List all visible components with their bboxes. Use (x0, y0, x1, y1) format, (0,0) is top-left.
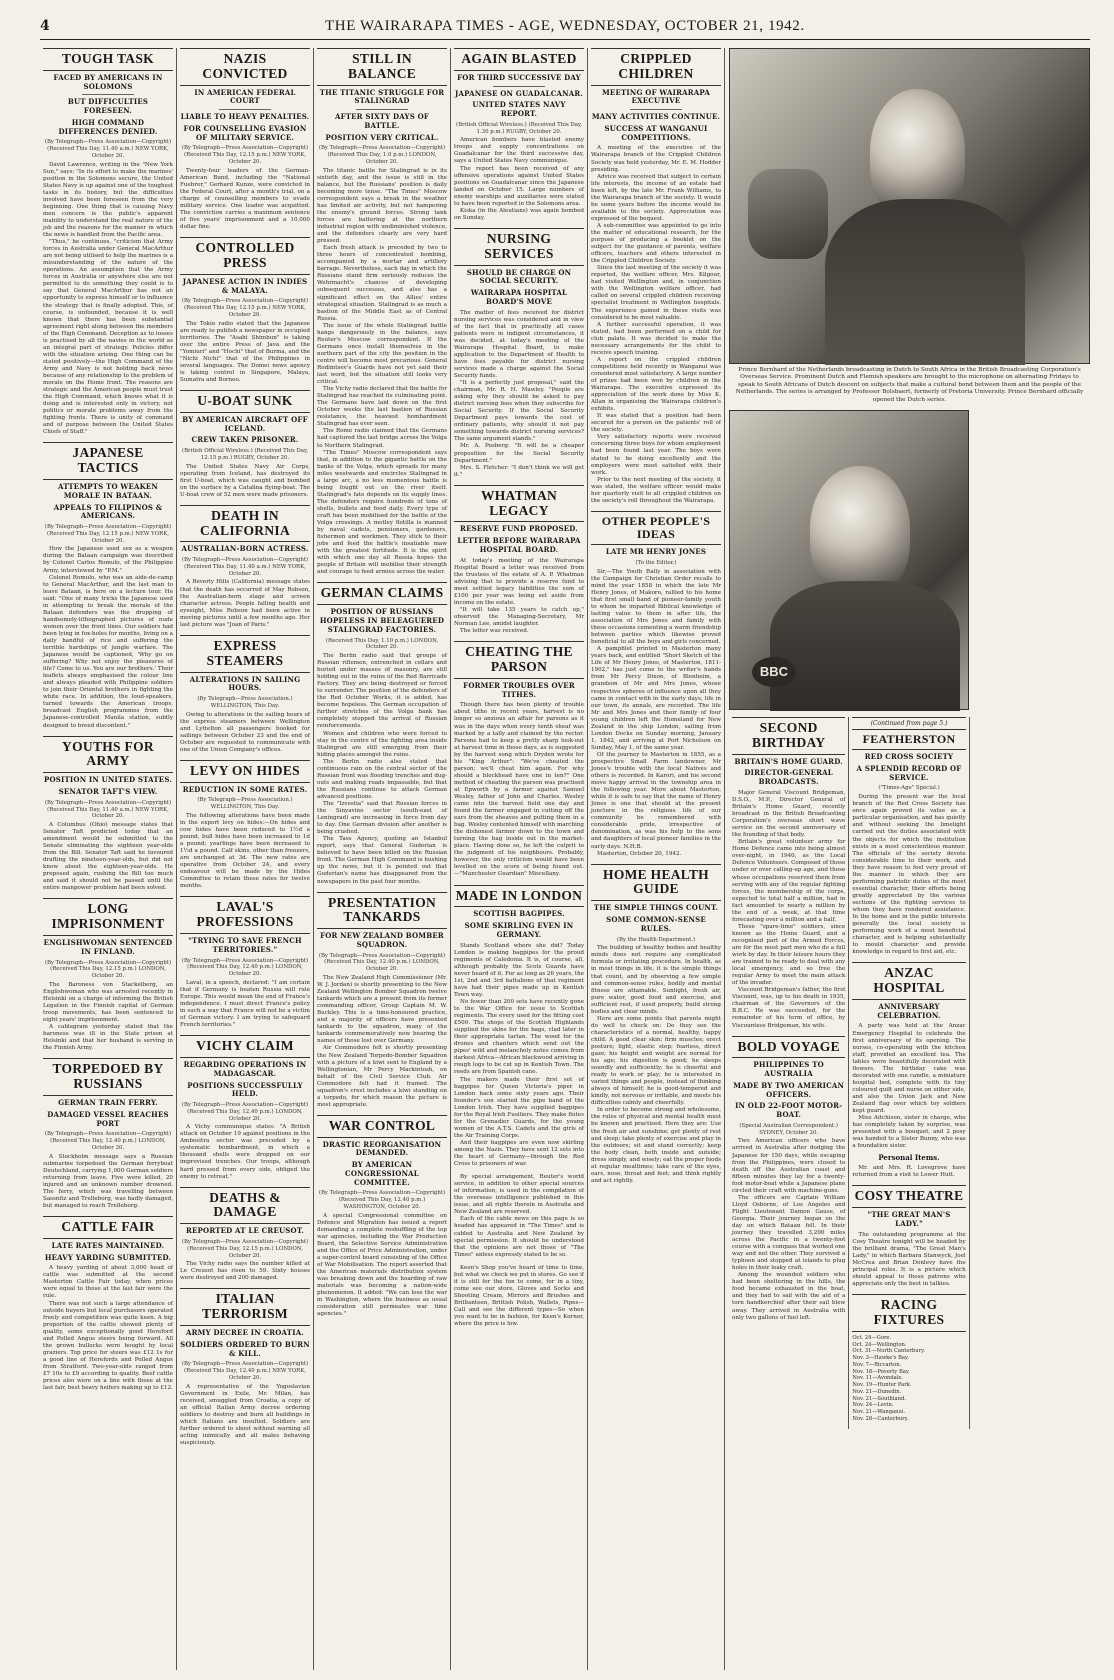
signature-line: Masterton, October 20, 1942. (597, 850, 682, 857)
byline: (By Telegraph—Press Association—Copyright) (Received This Day, 12.40 p.m.) LONDON, October 20. (318, 952, 446, 973)
photo-caption: Prince Bernhard of the Netherlands broadcasting in Dutch to South Africa in the British Broadcasting Corporation's Overseas Service. Prominent Dutch and Flemish speakers are brought to the microphone on alternating Fridays to speak to South Africans of Dutch descent on subjects that make a cultural bond between them and the people of the Netherlands. The series is arranged by Professor Bolsbaert, formerly of Pretoria University. Prince Bernhard officially opened the Dutch series. (735, 367, 1084, 403)
paragraph: "Thus," he continues, "criticism that Army forces in Australia under General MacArthur are not being utilised to help the marines is a misunderstanding of the nature of the operations. An assumption that the Army forces in Australia or anywhere else are not permitted to do something they could is to say that General MacArthur has not an opportunity to express himself or to influence the strategy that is finally adopted. This, of course, is unfounded, because it is well known that there has been substantial agreement right along between the members of the High Command. Deception as to losses is practised by all the navies in the world as an integral part of strategy. Policies differ with the situation arising. One thing can be stated positively—the High Command of the Army and Navy is not holding back news because of any relationship to the problem of morale on the Home front. The reasons are strategic and the American people must trust the High Command, which knows what it is doing and is interested only in victory, not politics or morale problems away from the fighting fronts. There is unity of command and of purpose between the United States Chiefs of Staff." (43, 239, 173, 436)
article-other-peoples-ideas (591, 511, 721, 858)
subhead: MADE BY TWO AMERICAN OFFICERS. (733, 1080, 845, 1099)
byline: (To the Editor.) (635, 559, 677, 566)
paragraph: No fewer than 200 sets have recently gone to the War Office for issue to Scottish regiments. The every used for the fitting cost £500. The shops of the Scottish Highlands supplied the skins for the bags, clad later in their appropriate tartan. The wood for the drones and chanters which send out the pipes' wild and melancholy notes comes from darkest Africa—African blackwood arriving in rough logs to be cut up in Kentish Town. The reeds are from Spanish cane. (454, 999, 584, 1076)
paragraph: The officers are Captain William Lloyd Osborne, of Los Angeles and Flight Lieutenant Damon Gause, of Georgia. Their journey began on the day on which Bataan fell. In their journey they travelled 3,200 miles across the Pacific in a twenty-foot course with a compass that worked one way and not the other. They survived a typhoon and stopped at islands to plug holes in their leaky craft. (732, 1194, 846, 1272)
subhead: "TRYING TO SAVE FRENCH TERRITORIES." (188, 936, 302, 954)
subhead: IN AMERICAN FEDERAL COURT (194, 87, 296, 106)
paragraph: The issue of the whole Stalingrad battle hangs dangerously in the balance, says Reuter's Moscow correspondent. If the Germans once install themselves in the northern part of the city the position in the centre will become most precarious. General Rodimtsev's Guards have not yet said their last word, but the situation still looks very critical. (317, 322, 447, 386)
paragraph: A meeting of the executive of the Wairarapa branch of the Crippled Children Society was held yesterday, Mr. E. M. Hodder presiding. (591, 145, 721, 173)
paragraph: How the Japanese used sex as a weapon during the Bataan campaign was described by Colonel Carlos Romulo, of the Philippine Army, interviewed by "P.M." (43, 546, 173, 574)
article-italian-terrorism (180, 1288, 310, 1447)
headline: VICHY CLAIM (180, 1035, 310, 1058)
headline: TOUGH TASK (43, 48, 173, 71)
article-levy-on-hides (180, 760, 310, 891)
paragraph: A Beverly Hills (California) message states that the death has occurred of May Robson, the Australian-born stage and screen character actress. People falling health and eyesight, Miss Robson had been active in moving pictures until a few months ago. Her last picture was "Joan of Paris." (180, 579, 310, 628)
article-cheating-the-parson (454, 641, 584, 878)
paragraph: A special Congressional committee on Defence and Migration has issued a report demanding a complete reshuffling of the top war agencies, including the War Production Board, the Selective Service Administration and the Office of Price Administration, under a super-control board consisting of the Office of War Mobilisation. The report asserted that the American materials distribution system was breaking down and the hoarding of raw materials was becoming a nation-wide phenomenon. It added: "We can lose the war in Washington, where the business as usual consideration still permeates war time agencies." (317, 1212, 447, 1318)
subhead: MANY ACTIVITIES CONTINUE. (591, 112, 721, 122)
paragraph: A party was held at the Anzac Emergency Hospital to celebrate the first anniversary of its opening. The nurses, co-operating with the kitchen staff, provided an excellent tea. The tables were beautifully decorated with flowers. The birthday cake was decorated with one candle, a miniature hospital bed, complete with its tiny coloured quilt and nurse on either side, and also the Union Jack and New Zealand flag over which toy soldiers kept guard. (852, 1023, 966, 1115)
subhead: LETTER BEFORE WAIRARAPA HOSPITAL BOARD. (457, 536, 581, 554)
paragraph: A Stockholm message says a Russian submarine torpedoed the German ferryboat Deutschland, carrying 1,000 German soldiers returning from leave. Five were killed, 20 injured and an unknown number drowned. The ferry, which was travelling between Sassnitz and Trelleborg, was badly damaged, but managed to reach Trelleborg. (43, 1153, 173, 1209)
subhead: IN OLD 22-FOOT MOTOR-BOAT. (735, 1101, 843, 1120)
paragraph: Though there has been plenty of trouble about tithe in recent years, harvest is no longer so anxious an affair for parsons as it was in the days when every tenth sheaf was marked by a tally and claimed by the rector. Parsons had to keep a pretty sharp look-out at harvest time in those days, as is suggested by the harvest song which Dryden wrote for his "King Arthur": "We've cheated the parson; we'll cheat him again. For why should a blockhead have one in ten?" One method of cheating the parson was practised at Epworth by a farmer against Samuel Wesley, father of John and Charles. Wesley came into the harvest field one day and found the farmer engaged in cutting off the ears from the sheaves and putting them in a bag. Wesley contented himself with marching the dishonest farmer down to the town and turning the bag inside out in the market-place. Having done so, he left the culprit to the judgment of his neighbours. Probably, however, the only criticism would have been levelled on the score of being found out.—"Manchester Guardian" Miscellany. (454, 702, 584, 878)
column-photo-block (725, 48, 1090, 1670)
fixture-item: Nov. 7—Riccarton. (852, 1361, 902, 1368)
paragraph: A further successful operation, it was stated, had been performed on a child for club palate. It was decided to make the necessary arrangements for the child to receive speech training. (591, 321, 721, 356)
subhead: SHOULD BE CHARGE ON SOCIAL SECURITY. (466, 267, 572, 286)
paragraph: American bombers have blasted enemy troops and supply concentrations on Guadalcanar for the third successive day, says a United States Navy communique. (454, 137, 584, 165)
article-home-health-guide (591, 864, 721, 1185)
paragraph: The United States Navy Air Corps, operating from Iceland, has destroyed its first U-boat, which was caught and bombed on the surface by a Catalina flying-boat. The U-boat crew of 52 men were made prisoners. (180, 463, 310, 498)
column-3 (314, 48, 451, 1670)
subhead: DAMAGED VESSEL REACHES PORT (47, 1109, 169, 1128)
page-number: 4 (40, 18, 50, 34)
headline: ANZAC HOSPITAL (852, 962, 965, 1000)
fixture-item: Nov. 21—Dunedin. (852, 1388, 902, 1395)
headline: JAPANESE TACTICS (43, 442, 173, 480)
subhead: DRASTIC REORGANISATION DEMANDED. (322, 1139, 442, 1158)
subhead: SOME SKIRLING EVEN IN GERMANY. (464, 921, 574, 939)
paragraph: And their bagpipes are even now skirling among the Nazis. They have sent 12 sets into the heart of Germany—through the Red Cross to prisoners of war. (454, 1139, 584, 1168)
paragraph: Advice was received that subject to certain life interests, the income of an estate had been left, by the late Mr. Frank Williams, to the Wairarapa branch of the society. It would be some years before the income would be available to the society. Appreciation was expressed of the bequest. (591, 173, 721, 222)
byline: (By Telegraph—Press Association—Copyright) (Received This Day, 12.15 p.m.) NEW YORK, October 20. (44, 524, 172, 544)
article-u-boat-sunk (180, 390, 310, 499)
byline: ("Times-Age" Special.) (878, 785, 940, 792)
article-crippled-children (591, 48, 721, 505)
paragraph: Of the journey to Masterton in 1855, as a prospective Small Farm landowner, Mr Jones's trouble with the local Natives and others is recorded. In Karori, and his second move happy arrival in the township area in the following year. More about Masterton, while it is safe to say that the name of Henry Jones is one that should at the present juncture in the religious life of our community be remembered with considerable pride, irrespective of denomination, as was his help to the sons and daughters of local pioneer families in the early days. N.H.B. (591, 751, 721, 850)
paragraph: Laval, in a speech, declared: "I am certain that if Germany is beaten Russia will rule Europe. This would mean the end of France's independence. I must direct France's policy in such a way that France will not be a victim of German victory. I am trying to safeguard French territories." (180, 979, 310, 1029)
fixture-item: Nov. 18—Poverty Bay. (852, 1368, 910, 1375)
paragraph: The New Zealand High Commissioner (Mr. W. J. Jordan) is shortly presenting to the New Zealand Wellington Bomber Squadron twelve tankards which are a present from its former commanding officer, Group Captain M. W. Buckley. This is a time-honoured practice, and a majority of officers have presented tankards to the squadron, many of the tankards commemoratively now bearing the names of those lost over Germany. (317, 974, 447, 1045)
paragraph: The building of healthy bodies and healthy minds does not require any complicated formula or irritating procedure. In health, as in most things in life, it is the simple things that count, and by observing a few simple and common-sense rules, bodily and mental fitness are attainable. Sunlight, fresh air, pure water, good food and exercise, and sufficient rest, if used properly, build strong bodies and clear minds. (591, 945, 721, 1015)
paragraph: Miss Aitchison, sister in charge, who has completely taken by surprise, was presented with a bouquet, and 2 posy was handed to a Sister Bunny, who was a foundation sister. (852, 1115, 966, 1150)
section-label: Personal Items. (878, 1153, 940, 1163)
article-anzac-hospital (852, 962, 965, 1179)
fixture-item: Oct. 24—Gore. (852, 1334, 892, 1341)
paragraph: It was stated that a position had been secured for a person on the patients' roll of the society. (591, 413, 721, 434)
subhead: ALTERATIONS IN SAILING HOURS. (189, 674, 301, 693)
paragraph: A report on the crippled children competitions held recently in Wanganui was considered most satisfactory. A large number of prizes had been won by children in the Wairarapa. The executive expressed its appreciation of the work done by Miss K. Allan in organising the Wairarapa children's exhibits. (591, 356, 721, 413)
subhead: SOME COMMON-SENSE RULES. (606, 915, 706, 933)
article-controlled-press (180, 237, 310, 384)
article-cattle-fair (43, 1216, 173, 1392)
fixture-item: Nov. 21—Southland. (852, 1395, 906, 1402)
subhead: ANNIVERSARY CELEBRATION. (877, 1001, 941, 1020)
headline: MADE IN LONDON (454, 885, 584, 908)
article-death-in-california (180, 505, 310, 629)
headline: CRIPPLED CHILDREN (591, 48, 721, 86)
headline: CATTLE FAIR (43, 1216, 173, 1239)
article-made-in-london (454, 885, 584, 1169)
continued-note: (Continued from page 5.) (852, 717, 965, 729)
paragraph: The Vichy radio says the number killed at Le Creusot has risen to 59. Sixty houses were destroyed and 200 damaged. (180, 1261, 310, 1282)
subhead: FORMER TROUBLES OVER TITHES. (463, 680, 575, 699)
headline: NAZIS CONVICTED (180, 48, 310, 86)
headline: LONG IMPRISONMENT (43, 898, 173, 936)
article-cosy-theatre (852, 1185, 965, 1288)
paragraph: A heavy yarding of about 3,000 head of cattle was submitted at the second Masterton Cattle Fair today, when prices were equal to those at the last fair were the rule. (43, 1265, 173, 1300)
byline: (British Official Wireless.) (Received This Day, 12.15 p.m.) RUGBY, October 20. (181, 448, 309, 461)
paragraph: Owing to alterations in the sailing hours of the express steamers between Wellington and Lyttelton all passengers booked for sailings between October 23 and the end of October are requested to communicate with one of the Union Company's offices. (180, 711, 310, 753)
article-youths-for-army (43, 736, 173, 893)
column-2 (177, 48, 314, 1670)
subhead: REGARDING OPERATIONS IN MADAGASCAR. (183, 1060, 307, 1078)
headline: OTHER PEOPLE'S IDEAS (591, 511, 721, 545)
column-6 (729, 717, 849, 1429)
subhead: JAPANESE ACTION IN INDIES & MALAYA. (182, 276, 308, 295)
headline: DEATHS & DAMAGE (180, 1187, 310, 1225)
headline: DEATH IN CALIFORNIA (180, 505, 310, 543)
byline: (By Telegraph—Press Association—Copyright) (Received This Day, 12.40 p.m.) LONDON, October 20. (181, 1102, 309, 1122)
subhead: ENGLISHWOMAN SENTENCED IN FINLAND. (43, 938, 173, 956)
paragraph: The letter was received. (460, 628, 529, 635)
paragraph: A Columbus (Ohio) message states that Senator Taft predicted today that an amendment would be submitted to the Senate eliminating the eighteen year-olds from the Bill. Senator Taft said he favoured drafting the nineteen-year-olds, but did not know about the eighteen-year-olds. He proposed again, rushing the Bill too much and said it should not be passed until the entire manpower problem had been solved. (43, 822, 173, 892)
man-at-microphone-photo (729, 48, 1090, 364)
article-war-control (317, 1115, 447, 1319)
paragraph: These "spare-time" soldiers, since known as the Home Guard, and a recognised part of the Armed Forces, are for the most part men who do a full work by day. In their leisure hours they are trained to be ready to deal with any local emergency, and so free the regular Army to meet the main attack of the invader. (732, 923, 846, 987)
bbc-microphone-label: BBC (752, 657, 796, 687)
headline: U-BOAT SUNK (180, 390, 310, 413)
article-whatman-legacy (454, 485, 584, 635)
paragraph: "It is a perfectly just proposal," said the chairman, Mr. R. H. Mawley. "People are asking why they should be asked to pay district nursing fees when they subscribe for Social Security. If the Social Security Department pays towards the cost of ordinary patients, why should it not pay something towards district nursing services? The same argument stands." (454, 380, 584, 443)
paragraph: The makers made their first set of bagpipes for Queen Victoria's piper in London back some sixty years ago. Their founder's son started the pipe band of the London Irish. They have supplied bagpipes for the Royal Irish Fusiliers. They make flutes for the Grenadier Guards, for the young women of the A.T.S. Cadets and the girls of the Air Training Corps. (454, 1076, 584, 1139)
paragraph: The report has been received of any offensive operations against United States positions on Guadalcanar since the Japanese landed on October 15. Large numbers of enemy warships and auxiliaries were stated to have been reported in the Solomons area. (454, 165, 584, 207)
headline: TORPEDOED BY RUSSIANS (43, 1058, 173, 1096)
paragraph: The Berlin radio said that groups of Russian riflemen, entrenched in cellars and buried under masses of masonry, are still holding out in the ruins of the Red Barricade Factory. They are being destroyed or forced to surrender. The position of the defenders of the Red October Works, it is added, has become hopeless. The German occupation of further stretches of the Volga bank has completely stopped the arrival of Russian reinforcements. (317, 653, 447, 730)
paragraph: Mr. A. Posberg: "It will be a cheaper proposition for the Social Security Department." (454, 443, 584, 464)
subhead: BY AMERICAN AIRCRAFT OFF ICELAND. (182, 414, 308, 433)
headline: BOLD VOYAGE (732, 1036, 845, 1059)
headline: SECOND BIRTHDAY (732, 717, 845, 755)
paragraph: The Baroness von Stackelberg, an Englishwoman who was arrested recently in Helsinki on a charge of informing the British Legation in the Finnish capital of German troop movements, has been sentenced to eight years' imprisonment. (43, 981, 173, 1024)
headline: NURSING SERVICES (454, 228, 584, 266)
article-long-imprisonment (43, 898, 173, 1052)
subhead: ARMY DECREE IN CROATIA. (186, 1328, 304, 1338)
byline: (British Official Wireless.) (Received This Day, 1.30 p.m.) RUGBY, October 20. (455, 121, 583, 135)
subhead: AFTER SIXTY DAYS OF BATTLE. (334, 112, 430, 130)
subhead: HIGH COMMAND DIFFERENCES DENIED. (58, 117, 158, 136)
headline: LEVY ON HIDES (180, 760, 310, 783)
headline: GERMAN CLAIMS (317, 582, 447, 605)
article-japanese-tactics (43, 442, 173, 729)
fixture-item: Nov. 28—Canterbury. (852, 1415, 909, 1422)
headline: FEATHERSTON (852, 729, 965, 750)
headline: RACING FIXTURES (852, 1294, 965, 1332)
subhead: APPEALS TO FILIPINOS & AMERICANS. (53, 502, 163, 521)
paragraph: The outstanding programme at the Cosy Theatre tonight will be headed by the brilliant drama, "The Great Man's Lady," in which Barbara Stanwyck, Joel McCrea and Brian Donlevy have the principal roles. It is a picture which should appeal to those patrons who appreciate only the best in talkies. (852, 1231, 966, 1288)
article-deaths-damage (180, 1187, 310, 1283)
headline: HOME HEALTH GUIDE (591, 864, 721, 902)
column-5 (588, 48, 725, 1670)
paragraph: Very satisfactory reports were received concerning three boys for whom employment had been found last year. The boys were stated to be doing excellently and the employers were most satisfied with their work. (591, 434, 721, 476)
subhead: FOR COUNSELLING EVASION OF MILITARY SERVICE. (183, 123, 307, 142)
paragraph: A pamphlet printed in Masterton many years back, and entitled "Short Sketch of the Life of Mr Henry Jones, of Masterton, 1811-1902," has just come to the writer's hands from Mr Percy Dixon, of Blenheim, a grandson of Mr and Mrs Jones, whose respective spheres of influence upon all they came in contact with in the early days, life in our town, its annals, are recorded. The life Mr and Mrs Jones and their family of four young children left the Homeland for New Zealand in the ship London, sailing from London Docks on Sunday morning, January 1, 1842, and arriving at Port Nicholson on Sunday, May 1, of the same year. (591, 646, 721, 751)
headline: CHEATING THE PARSON (454, 641, 584, 679)
paragraph: David Lawrence, writing in the "New York Sun," says: "In its effort to make the marines' position in the Solomons secure, the United States Navy is up against one of the toughest tasks in its history, but the difficulties involved have been foreseen from the very beginning. One thing that is causing Navy men concern is the public's apparent inability to understand the real nature of the job and the reasons for the manner in which the news is handled from the Pacific area. (43, 161, 173, 239)
subhead: JAPANESE ON GUADALCANAR. (454, 88, 584, 98)
byline: (By Telegraph—Press Association—Copyright) (Received This Day, 12.40 p.m.) LONDON, October 20. (44, 1131, 172, 1151)
byline: (By Telegraph—Press Association—Copyright) (Received This Day, 11.40 a.m.) NEW YORK, October 20. (44, 139, 172, 159)
byline: (By Telegraph—Press Association—Copyright) (Received This Day, 12.15 p.m.) LONDON, October 20. (44, 959, 172, 980)
paragraph: Major General Viscount Bridgeman, D.S.O., M.P., Director General of Britain's Home Guard, recently broadcast in the British Broadcasting Corporation's overseas short wave service on the second anniversary of the founding of that body. (732, 789, 846, 839)
subhead: ATTEMPTS TO WEAKEN MORALE IN BATAAN. (57, 482, 159, 500)
subhead: PHILIPPINES TO AUSTRALIA (753, 1060, 824, 1079)
headline: ITALIAN TERRORISM (180, 1288, 310, 1326)
column-1 (40, 48, 177, 1670)
paragraph: A representative of the Yugoslavian Government in Exile, Mr. Milan, has received, smuggled from Croatia, a copy of an official Italian Army decree ordering soldiers to destroy and burn all buildings in which Italians are insulted. Soldiers are further ordered to shoot without warning all acting inimically and all males behaving suspiciously. (180, 1383, 310, 1447)
fixture-item: Nov. 3—Hawke's Bay. (852, 1355, 909, 1362)
fixture-item: Oct. 24—Wellington. (852, 1341, 907, 1348)
byline: (By Telegraph—Press Association.) WELLINGTON, This Day. (197, 696, 293, 709)
subhead: RESERVE FUND PROPOSED. (460, 524, 578, 534)
subhead: DIRECTOR-GENERAL BROADCASTS. (744, 768, 833, 787)
byline: (By Telegraph—Press Association—Copyright) (Received This Day, 12.15 p.m.) LONDON, October 20. (181, 1239, 309, 1259)
byline: (Special Australian Correspondent.) SYDNEY, October 20. (739, 1122, 838, 1136)
headline: EXPRESS STEAMERS (180, 635, 310, 673)
subhead: REPORTED AT LE CREUSOT. (186, 1226, 304, 1236)
man-with-bbc-microphone-photo (729, 410, 969, 710)
paragraph: The matter of fees received for district nursing services was considered and in view of the fact that in practically all cases patients were in indigent circumstances, it was decided, at today's meeting of the Wairarapa Hospital Board, to make application to the Department of Health to have fees payable for district nursing services made a charge against the Social Security funds. (454, 309, 584, 380)
article-lavals-professions (180, 896, 310, 1029)
headline: AGAIN BLASTED (454, 48, 584, 71)
subhead: REDUCTION IN SOME RATES. (182, 784, 308, 794)
paragraph: The Tass Agency, quoting an Istanbul report, says that General Guderian is believed to have been killed on the Russian front. The German High Command is hushing up the news, but it is pointed out that Guderian's name has disappeared from the newspapers in the past four months. (317, 836, 447, 885)
advert-keens-shop (454, 1265, 584, 1328)
headline: YOUTHS FOR ARMY (43, 736, 173, 774)
headline: STILL IN BALANCE (317, 48, 447, 86)
paragraph: A Vichy communique states: "A British attack on October 19 against positions in the Ambositra sector was preceded by a systematic bombardment, in which a thousand shells were dropped on our improvised trenches. Our troops, although hard pressed from every side, obliged the enemy to retreat." (180, 1124, 310, 1180)
paragraph: Here are some points that parents might do well to check on: Do they see the characteristics of a normal, healthy, happy child. A good clear skin; firm muscles; erect posture; light, elastic step; fearless, direct gaze; his height and weight are normal for his age; his digestion is good; he sleeps soundly and sufficiently; he is cheerful and ready to work or play; he is interested in varied things and people, instead of thinking always of himself; he is good-tempered and kindly, not nervous or irritable, and meets his difficulties calmly and cheerfully. (591, 1015, 721, 1107)
fixture-item: Nov. 24—Levin. (852, 1402, 894, 1409)
paragraph: Air Commodore felt is shortly presenting the New Zealand Torpedo-Bomber Squadron with a picture of a kiwi sent to England by a Wellingtonian, Mr Percy Mackintosh, on behalf of the Civil Service Club. Air Commodore felt had it framed. The squadron's crest includes a kiwi standing on a torpedo, for which reason the picture is most appropriate. (317, 1045, 447, 1108)
article-again-blasted (454, 48, 584, 222)
subhead: BY AMERICAN CONGRESSIONAL COMMITTEE. (345, 1160, 419, 1187)
paragraph: Mrs. S. Fletcher: "I don't think we will get it." (454, 464, 584, 478)
paragraph: The following alterations have been made in the export levy on hides:—On hides and cow hides have been reduced to 1½d a pound, bull hides have been increased to 1d a pound; yearlings have been increased to 1½d a pound. Calf skins, other than freezers, are unchanged at 3d. The new rates are operative from October 24, and every endeavour will be made by the Hides Committee to retain these rates for twelve months. (180, 812, 310, 890)
article-german-claims (317, 582, 447, 885)
article-express-steamers (180, 635, 310, 754)
byline: (By Telegraph—Press Association—Copyright) (Received This Day, 12.15 p.m.) NEW YORK, October 20. (181, 145, 309, 165)
paragraph: Viscount Bridgeman's father, the first Viscount, was, up to his death in 1935, chairman of the Governors of the B.B.C. He was succeeded, for the remainder of his term of office, by Viscountess Bridgeman, his wife. (732, 987, 846, 1029)
article-racing-fixtures (852, 1294, 965, 1422)
paragraph: A sub-committee was appointed to go into the matter of educational research, for the purpose of producing a booklet on the subject for the guidance of parents, welfare officers, teachers and others interested in the Crippled Children Society. (591, 222, 721, 265)
byline: (By Telegraph—Press Association—Copyright) (Received This Day, 1.0 p.m.) LONDON, October 20. (318, 145, 446, 165)
subhead: THE TITANIC STRUGGLE FOR STALINGRAD (319, 87, 445, 106)
paragraph: The Tokio radio stated that the Japanese are ready to publish a newspaper in occupied territories. The "Asahi Shimbun" is taking over the entire Press of Java and the "Yomiuri" and "Hochi" that of Burma, and the "Nichi Nichi" that of the Philippines in several languages. The Domei news agency is taking control in Singapore, Malaya, Sumatra and Borneo. (180, 320, 310, 383)
paragraph: The Rome radio claimed that the Germans had captured the last bridge across the Volga to Northern Stalingrad. (317, 428, 447, 449)
paragraph: Britain's great volunteer army for Home Defence came into being almost over-night, in 1940, as the Local Defence Volunteers. Composed of those under or over calling-up age, and those whose occupations reserved them from serving with any of the regular fighting forces, the membership of the corps, expected to total half a million, had in fact amounted to nearly a million by the end of a week, at that time forecasting over a million and a half. (732, 839, 846, 923)
byline: (By the Health Department.) (616, 936, 696, 943)
subhead: FOR THIRD SUCCESSIVE DAY (457, 72, 581, 82)
subhead: HEAVY YARDING SUBMITTED. (44, 1252, 172, 1262)
paragraph: Mr. and Mrs. R. Lovegrove have returned from a visit to Lower Hutt. (852, 1165, 966, 1179)
subhead: GERMAN TRAIN FERRY. (58, 1098, 158, 1108)
columns (40, 48, 1090, 1670)
paragraph: Women and children who were forced to stay in the centre of the fighting area inside Stalingrad are still emerging from their hiding places amongst the ruins. (317, 730, 447, 758)
article-presentation-tankards (317, 892, 447, 1109)
subhead: FOR NEW ZEALAND BOMBER SQUADRON. (320, 931, 444, 949)
article-nazis-convicted (180, 48, 310, 231)
paragraph: "The Times" Moscow correspondent says that, in addition to the gigantic battle on the banks of the Volga, which spreads for many miles westwards and encircles Stalingrad in a large arc, a no less momentous battle is being fought out on the river itself. Stalingrad's fate depends on its supply lines. The defenders require hundreds of tons of shells, bullets and food daily. Every type of craft has been mobilised for the battle of the Volga crossings. A motley flotilla is manned by naval cadets, pensioners, gardeners, fishermen and workmen. They stick to their jobs and feed the battle's insatiable maw with the greatest fortitude. It is the spirit with which one day all Russia hopes the people of Britain will mobilise their strength and courage to feed armies across the water. (317, 449, 447, 576)
subhead: POSITION OF RUSSIANS HOPELESS IN BELEAGUERED STALINGRAD FACTORIES. (319, 607, 445, 634)
headline: LAVAL'S PROFESSIONS (180, 896, 310, 934)
paragraph: Sir,—The Youth Rally in association with the Campaign for Christian Order recalls to mind the year 1858 in which the late Mr Henry Jones, of Makoro, rallied to his home that first small band of pioneer-family youth to whom he imparted Biblical knowledge of lasting value to them in after life, the association of Mrs Jones and family with these occasions cementing a warm friendship between parties which likewise proved beneficial to all the boys and girls concerned. (591, 568, 721, 646)
paragraph: Since the last meeting of the society it was reported, the welfare officer, Mrs. Kilgour, had visited Wellington and, in conjunction with the Wellington welfare officer, had called on several crippled children receiving specialist treatment in Wellington hospitals. The experience gained in these visits was considered to be most valuable. (591, 265, 721, 321)
subhead: SUCCESS AT WANGANUI COMPETITIONS. (604, 123, 708, 142)
byline: (By Telegraph—Press Association—Copyright) (Received This Day, 11.40 a.m.) NEW YORK, October 20. (44, 799, 172, 820)
article-featherston (852, 729, 965, 956)
newspaper-title: THE WAIRARAPA TIMES - AGE, WEDNESDAY, OCTOBER 21, 1942. (325, 18, 805, 34)
subhead: BUT DIFFICULTIES FORESEEN. (67, 97, 149, 116)
fixture-item: Nov. 19—Hunter Park. (852, 1382, 912, 1389)
subhead: SOLDIERS ORDERED TO BURN & KILL. (180, 1339, 310, 1358)
paragraph: Among the wounded soldiers who had been sheltering in the hills, the food became exhausted in the boat, and they had to sail with the aid of a torn handkerchief after their sail blew away. They arrived in Australia with only two gallons of fuel left. (732, 1272, 846, 1321)
paragraph: The "Izvestia" said that Russian forces in the Sinyavino sector (south-east of Leningrad) are increasing in force from day to day. One German division after another is being crushed. (317, 800, 447, 836)
fixture-item: Oct. 31—North Canterbury. (852, 1348, 925, 1355)
subhead: "THE GREAT MAN'S LADY." (867, 1210, 951, 1229)
subhead: MEETING OF WAIRARAPA EXECUTIVE (601, 87, 711, 106)
subhead: A SPLENDID RECORD OF SERVICE. (856, 763, 962, 782)
column-4 (451, 48, 588, 1670)
subhead: POSITIONS SUCCESSFULLY HELD. (187, 1080, 303, 1099)
byline: (By Telegraph—Press Association—Copyright) (Received This Day, 12.40 p.m.) NEW YORK, October 20. (181, 1361, 309, 1381)
subhead: SENATOR TAFT'S VIEW. (58, 787, 158, 797)
subhead: POSITION VERY CRITICAL. (325, 132, 439, 142)
subhead: LIABLE TO HEAVY PENALTIES. (180, 112, 310, 122)
sub-columns (729, 717, 1090, 1429)
subhead: BRITAIN'S HOME GUARD. (734, 756, 843, 766)
article-second-birthday (732, 717, 845, 1030)
article-bold-voyage (732, 1036, 845, 1322)
paragraph: Kiska (in the Aleutians) was again bombed on Sunday. (454, 207, 584, 221)
paragraph: Each fresh attack is preceded by two to three hours of concentrated bombing, accompanied by a mortar and artillery barrage. Nevertheless, each day in which the Russians stand firm seriously reduces the Wehrmacht's chances of developing subsequent successes, and also has a significant effect on the Allies' entire strategical situation. Stalingrad is as much a bastion of the Middle East as of Central Russia. (317, 245, 447, 322)
paragraph: Twenty-four leaders of the German-American Bund, including the "National Fuehrer," Gerhard Kunze, were convicted in the Federal Court, after a month's trial, on a charge of counselling members to evade military service. One leader was acquitted. The conviction carries a maximum sentence of five years' imprisonment and a 10,000 dollar fine. (180, 167, 310, 231)
byline: (By Telegraph—Press Association—Copyright) (Received This Day, 12.40 p.m.) WASHINGTON, October 20. (318, 1190, 446, 1210)
headline: CONTROLLED PRESS (180, 237, 310, 275)
byline: (Received This Day, 1.10 p.m.) LONDON, October 20. (325, 637, 439, 651)
paragraph: In order to become strong and wholesome, the rules of physical and mental health must be known and practised. Here they are: Use the fresh air and sunshine; get plenty of rest and sleep; take plenty of exercise and play in the outdoors; sit and stand correctly; keep the body clean, both inside and outside; dress simply, and wisely; eat the proper foods at regular mealtimes; take care of the eyes, ears, nose, throat and feet; and think rightly and act rightly. (591, 1107, 721, 1184)
article-vichy-claim (180, 1035, 310, 1180)
fixture-item: Nov. 21—Wanganui. (852, 1409, 906, 1416)
subhead: SCOTTISH BAGPIPES. (473, 909, 565, 919)
paragraph: A cablegram yesterday stated that the baroness was ill in the State prison at Helsinki and that her husband is serving in the Finnish Army. (43, 1024, 173, 1052)
headline: WHATMAN LEGACY (454, 485, 584, 523)
column-7 (849, 717, 969, 1429)
byline: (By Telegraph—Press Association—Copyright) (Received This Day, 12.40 p.m.) LONDON, October 20. (181, 957, 309, 978)
subhead: AUSTRALIAN-BORN ACTRESS. (181, 544, 309, 554)
paragraph: There was not such a large attendance of outside buyers but local purchasers operated freely and competition was quite keen. A big proportion of the cattle showed plenty of quality, some exceptionally good Hereford and Polled Angus steers being forward. All the grown bullocks were bought by local graziers. Top price for steers was £12 1s for a good line of Herefords and Polled Angus from Stratford. Two-year-olds ranged from £7 10s to £9 according to quality. Beef cattle prices also were on a line with those at the last fair, best heavy heifers making up to £12. (43, 1300, 173, 1392)
paragraph: Prior to the next meeting of the society, it was stated, the welfare officer would make her quarterly visit to all crippled children on the society's roll throughout the Wairarapa. (591, 476, 721, 504)
article-still-in-balance (317, 48, 447, 576)
headline: WAR CONTROL (317, 1115, 447, 1138)
subhead: WAIRARAPA HOSPITAL BOARD'S MOVE (470, 288, 568, 306)
paragraph: During the present war the local branch of the Red Cross Society has once again proved its value as a particular organisation, and has quietly and without seeking the limelight carried out the duties associated with the objects for which the institution exists in a most conscientious manner. The officials of the society devote considerable time to their work, and they have reason to feel very proud of the manner in which they are performing patriotic duties of the most essential character, their efforts being greatly appreciated by the various sections of the fighting services to whom they have rendered assistance. In the home and in the public interests generally the local society is performing work of a most beneficial character, and is helping substantially to mould character and provide knowledge in regard to first aid, etc. (852, 794, 966, 956)
paragraph: At today's meeting of the Wairarapa Hospital Board a letter was received from the trustees of the estate of A. P. Whatman advising that to provide a reserve fund to meet settled legacy liabilities the sum of £100 per year was being set aside from income on the estate. (454, 557, 584, 606)
byline: (By Telegraph—Press Association—Copyright) (Received This Day, 12.15 p.m.) NEW YORK, October 20. (181, 298, 309, 318)
paragraph: Two American officers who have arrived in Australia after dodging the Japanese for 150 days, while escaping from the Philippines, were closed to death off the Australian coast and fifteen minutes they lay for a twenty-foot motor-boat while a Japanese plane circled their craft with machine-guns. (732, 1138, 846, 1194)
paragraph: Colonel Romulo, who was an aide-de-camp to General MacArthur, and the last man to leave Bataan, is here on a lecture tour. He said: "One of many tricks the Japanese used in attempting to break the morale of the Bataan defenders was the dropping of handsomely-lithographed pictures of nude women over the front lines. Our soldiers had been lying in fox-holes for months, living on a daily handful of rice and suffering the terrible hardships of jungle warfare. The Japanese would be captioned, 'Why go on suffering? Why not enjoy the pleasures of life? Come to us. You are our brothers.' Their leaflets always emphasised the colour line and always pleaded with Philippine soldiers to join their Oriental brothers in fighting the white race. In addition, the loud-speakers, turned towards the American troops, broadcast English programmes from the Japanese-controlled Manila station, subtly designed to breed discontent." (43, 574, 173, 729)
headline: PRESENTATION TANKARDS (317, 892, 447, 930)
fixture-item: Nov. 11—Avondale. (852, 1375, 904, 1382)
subhead: POSITION IN UNITED STATES. (44, 775, 172, 785)
subhead: FACED BY AMERICANS IN SOLOMONS (53, 72, 163, 91)
headline: COSY THEATRE (852, 1185, 965, 1208)
subhead: LATE RATES MAINTAINED. (51, 1240, 165, 1250)
paragraph: Each of the cable news on this page is so headed has appeared in "The Times" and is cabled to Australia and New Zealand by special permission. It should be understood that the opinions are not those of "The Times" unless expressly stated to be so. (454, 1216, 584, 1258)
subhead: LATE MR HENRY JONES (605, 547, 707, 557)
notice-copyright (454, 1174, 584, 1259)
article-torpedoed (43, 1058, 173, 1210)
subhead: CREW TAKEN PRISONER. (191, 435, 299, 445)
subhead: UNITED STATES NAVY REPORT. (472, 100, 566, 119)
paragraph: By special arrangement, Reuter's world service, in addition to other special sources of information, is used in the compilation of the overseas intelligence published in this issue, and all rights therein in Australia and New Zealand are reserved. (454, 1174, 584, 1216)
paragraph: "It will take 135 years to catch up," observed the Managing-Secretary, Mr Norman Lee, amidst laughter. (454, 606, 584, 628)
paragraph: The titanic battle for Stalingrad is in its sixtieth day, and the issue is still in the balance, but the Russians' position is daily becoming more tense. "The Times" Moscow correspondent says a break in the weather has limited air activity, but not hampering the enemy's ground forces. Strong tank forces are battering at the northern industrial region with undiminished violence, and the defenders clearly are very hard pressed. (317, 167, 447, 245)
masthead (40, 18, 1090, 40)
article-nursing-services (454, 228, 584, 479)
paragraph: Stands Scotland where she did? Today London is making bagpipes for the proud regiments of Caledonia. It is, of course, all, although probably the Scots Guards have never heard of it. For as long as 26 years, the 1st, 2nd and 3rd battalions of that regiment have had their pipes made up in Kentish Town way. (454, 942, 584, 998)
subhead: THE SIMPLE THINGS COUNT. (593, 903, 719, 913)
byline: (By Telegraph—Press Association—Copyright) (Received This Day, 11.40 a.m.) NEW YORK, October 20. (181, 557, 309, 577)
subhead: RED CROSS SOCIETY (864, 752, 954, 762)
paragraph: The Berlin radio also stated that continuous rain on the central sector of the Russian front was flooding trenches and dug-outs and making roads impassable, but that the Russians continue to attack German advanced positions. (317, 758, 447, 800)
paragraph: Keen's Shop you've heard of time to time, but what we check we put in stores. Go see if it is still for the fun to come, for in a tiny, come see our store, Gloves and Socks and Shooting Cream, Mirrors and Brushes and Brillianteen, Brittish Polish, Wallets, Pipes—Call and see the different types—So when you want to be in fashion, for Keen's Korner, where the price is low. (454, 1264, 584, 1328)
article-tough-task (43, 48, 173, 436)
byline: (By Telegraph—Press Association.) WELLINGTON, This Day. (197, 797, 293, 811)
paragraph: The Vichy radio declared that the battle for Stalingrad has reached its culminating point. The Germans have laid down on the first October weeks the last bastion of Russian resistance, the heaviest bombardment Stalingrad has ever seen. (317, 386, 447, 428)
